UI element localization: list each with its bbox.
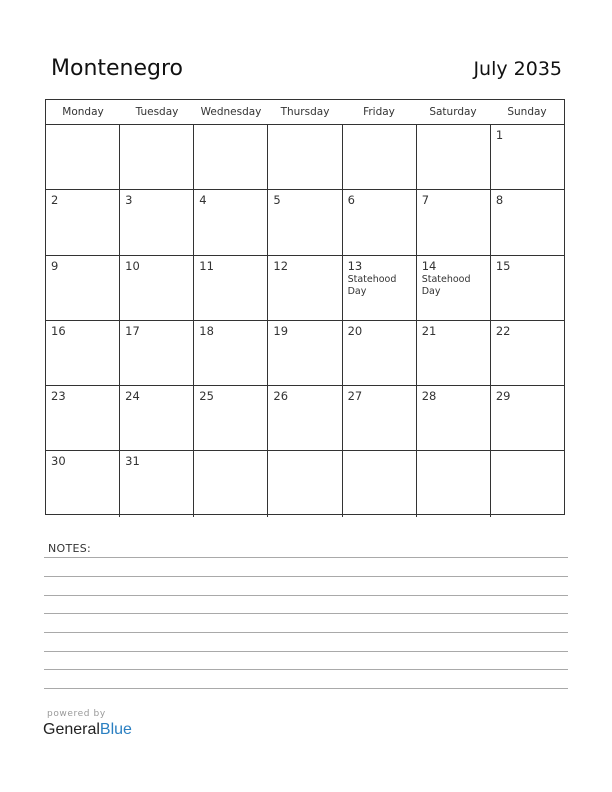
day-cell: [268, 190, 342, 254]
weeks-container: [46, 125, 564, 517]
day-cell: [194, 190, 268, 254]
day-number: 14: [421, 258, 437, 273]
weekday-friday: Friday: [363, 106, 395, 118]
day-number: 23: [51, 389, 66, 404]
day-cell: [491, 321, 564, 385]
day-number: 18: [199, 323, 214, 338]
generalblue-logo: [43, 721, 132, 739]
day-number: 26: [273, 389, 289, 404]
notes-label: NOTES:: [48, 542, 92, 555]
day-number: 12: [273, 258, 289, 273]
weekday-saturday: Saturday: [429, 106, 477, 118]
day-cell: [120, 321, 194, 385]
day-cell: [491, 125, 564, 189]
day-cell: [417, 256, 491, 320]
day-cell: [491, 256, 564, 320]
day-cell: [268, 451, 342, 516]
day-cell: [417, 321, 491, 385]
day-number: 27: [347, 389, 363, 404]
weekday-header: [46, 100, 564, 125]
day-cell: [120, 386, 194, 450]
day-number: 20: [347, 323, 363, 338]
day-cell: [194, 321, 268, 385]
day-cell: [343, 256, 417, 320]
weekday-thursday: Thursday: [280, 106, 330, 118]
day-number: 13: [347, 258, 363, 273]
weekday-monday: Monday: [62, 106, 104, 118]
note-line: [44, 688, 568, 689]
day-number: 1: [495, 128, 504, 142]
day-number: 17: [125, 323, 140, 338]
day-cell: [417, 451, 491, 516]
day-cell: [343, 451, 417, 516]
day-number: 31: [125, 454, 140, 469]
day-cell: [491, 190, 564, 254]
day-cell: [120, 190, 194, 254]
day-number: 19: [273, 323, 289, 338]
day-cell: [120, 256, 194, 320]
day-number: 4: [199, 193, 207, 208]
brand-blue: Blue: [99, 721, 132, 738]
day-number: 15: [495, 258, 511, 273]
day-number: 28: [421, 389, 437, 404]
day-cell: [343, 386, 417, 450]
day-cell: [46, 451, 120, 516]
week-row: [46, 321, 564, 386]
day-number: 9: [51, 258, 59, 273]
note-line: [44, 595, 568, 596]
day-cell: [417, 125, 491, 189]
month-title: July 2035: [473, 58, 562, 80]
day-cell: [491, 451, 564, 516]
day-cell: [268, 386, 342, 450]
day-cell: [120, 451, 194, 516]
weekday-tuesday: Tuesday: [135, 106, 179, 118]
day-cell: [120, 125, 194, 189]
note-line: [44, 651, 568, 652]
day-cell: [46, 256, 120, 320]
day-cell: [268, 125, 342, 189]
week-row: [46, 256, 564, 321]
day-cell: [46, 386, 120, 450]
day-cell: [46, 190, 120, 254]
day-number: 25: [199, 389, 214, 404]
day-number: 5: [273, 193, 281, 208]
note-line: [44, 576, 568, 577]
holiday-label: Statehood Day: [421, 273, 471, 298]
day-number: 10: [125, 258, 140, 273]
holiday-label: Statehood Day: [347, 273, 397, 298]
day-cell: [194, 386, 268, 450]
day-cell: [46, 321, 120, 385]
day-cell: [417, 190, 491, 254]
weekday-sunday: Sunday: [507, 106, 547, 118]
note-line: [44, 613, 568, 614]
brand-general: General: [43, 721, 100, 738]
day-cell: [268, 256, 342, 320]
day-number: 16: [51, 323, 66, 338]
day-number: 24: [125, 389, 140, 404]
note-line: [44, 557, 568, 558]
week-row: [46, 451, 564, 516]
day-number: 11: [199, 258, 214, 273]
day-cell: [194, 125, 268, 189]
day-cell: [343, 190, 417, 254]
day-cell: [343, 125, 417, 189]
powered-by-text: powered by: [47, 709, 106, 719]
day-number: 3: [125, 193, 133, 208]
day-cell: [268, 321, 342, 385]
week-row: [46, 190, 564, 255]
day-cell: [194, 256, 268, 320]
calendar-grid: [45, 99, 565, 515]
day-cell: [46, 125, 120, 189]
day-cell: [343, 321, 417, 385]
day-cell: [417, 386, 491, 450]
day-number: 6: [347, 193, 355, 208]
day-number: 30: [51, 454, 66, 469]
weekday-wednesday: Wednesday: [200, 106, 262, 118]
day-number: 2: [51, 193, 59, 208]
day-cell: [491, 386, 564, 450]
week-row: [46, 125, 564, 190]
day-number: 29: [495, 389, 511, 404]
day-number: 7: [421, 193, 430, 208]
day-number: 21: [421, 323, 437, 338]
day-number: 8: [495, 193, 504, 208]
day-number: 22: [495, 323, 511, 338]
week-row: [46, 386, 564, 451]
note-line: [44, 669, 568, 670]
day-cell: [194, 451, 268, 516]
note-line: [44, 632, 568, 633]
country-title: Montenegro: [51, 56, 184, 81]
